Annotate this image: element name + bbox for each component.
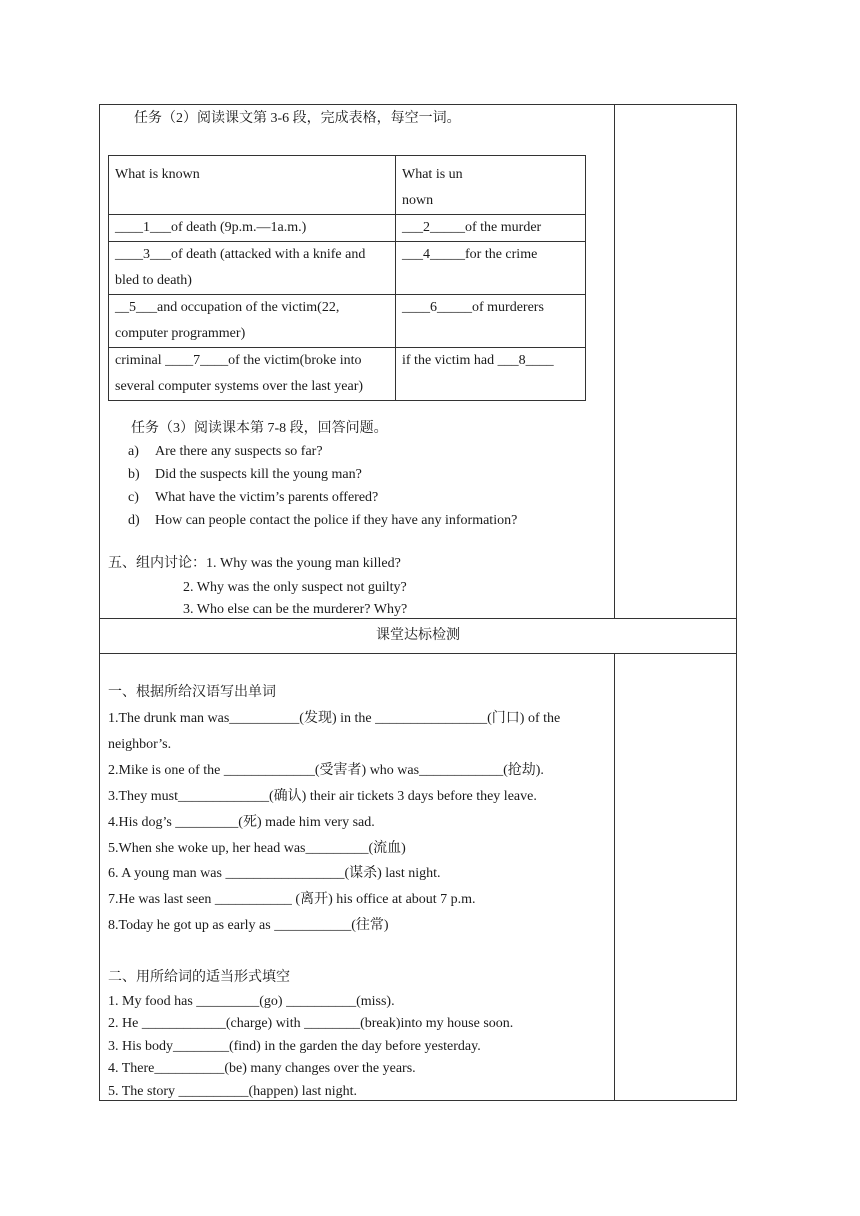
part2-heading: 二、用所给词的适当形式填空: [108, 970, 290, 985]
frame-bottom: [99, 1100, 737, 1101]
frame-top: [99, 104, 737, 105]
section-rule-top: [99, 618, 737, 619]
header-known: What is known: [109, 156, 396, 215]
table-cell: ____6_____of murderers: [396, 295, 586, 348]
section-rule-bottom: [99, 653, 737, 654]
part2-line: 4. There__________(be) many changes over the years.: [108, 1061, 416, 1076]
table-cell: criminal ____7____of the victim(broke into several computer systems over the last year): [109, 348, 396, 401]
part2-line: 2. He ____________(charge) with ________(break)into my house soon.: [108, 1016, 514, 1031]
part1-line: 2.Mike is one of the _____________(受害者) who was____________(抢劫).: [108, 763, 544, 778]
task3-questions: [108, 440, 517, 532]
part1-line: 6. A young man was _________________(谋杀) last night.: [108, 866, 441, 881]
section-title: 课堂达标检测: [376, 628, 460, 643]
table-cell: if the victim had ___8____: [396, 348, 586, 401]
discussion-q3: 3. Who else can be the murderer? Why?: [183, 602, 408, 617]
header-unknown: What is un nown: [396, 156, 586, 215]
list-item: c) What have the victim’s parents offered?: [128, 490, 379, 505]
part1-line: 1.The drunk man was__________(发现) in the ________________(门口) of the: [108, 711, 561, 726]
part1-line: neighbor’s.: [108, 737, 172, 752]
part1-line: 4.His dog’s _________(死) made him very sad.: [108, 815, 375, 830]
list-item: d) How can people contact the police if they have any information?: [128, 513, 518, 528]
known-unknown-table: [108, 155, 586, 401]
divider-lower: [614, 653, 615, 1101]
frame-left: [99, 104, 100, 1101]
part1-line: 7.He was last seen ___________ (离开) his office at about 7 p.m.: [108, 892, 476, 907]
task2-title: 任务（2）阅读课文第 3-6 段，完成表格，每空一词。: [134, 111, 461, 126]
discussion-q2: 2. Why was the only suspect not guilty?: [183, 580, 407, 595]
table-cell: ____1___of death (9p.m.—1a.m.): [109, 215, 396, 242]
table-cell: __5___and occupation of the victim(22, computer programmer): [109, 295, 396, 348]
part2-line: 1. My food has _________(go) __________(miss).: [108, 994, 395, 1009]
table-cell: ____3___of death (attacked with a knife and bled to death): [109, 242, 396, 295]
table-cell: ___2_____of the murder: [396, 215, 586, 242]
part2-line: 3. His body________(find) in the garden the day before yesterday.: [108, 1039, 481, 1054]
list-item: a) Are there any suspects so far?: [128, 444, 323, 459]
part1-line: 3.They must_____________(确认) their air tickets 3 days before they leave.: [108, 789, 537, 804]
list-item: b) Did the suspects kill the young man?: [128, 467, 362, 482]
part1-line: 5.When she woke up, her head was_________(流血): [108, 841, 406, 856]
task3-title: 任务（3）阅读课本第 7-8 段，回答问题。: [131, 421, 388, 436]
part2-line: 5. The story __________(happen) last night.: [108, 1084, 357, 1099]
frame-right: [736, 104, 737, 1101]
part1-line: 8.Today he got up as early as ___________(往常): [108, 918, 389, 933]
divider-upper: [614, 104, 615, 619]
discussion-heading: 五、组内讨论：1. Why was the young man killed?: [108, 556, 401, 571]
table-cell: ___4_____for the crime: [396, 242, 586, 295]
part1-heading: 一、根据所给汉语写出单词: [108, 685, 276, 700]
